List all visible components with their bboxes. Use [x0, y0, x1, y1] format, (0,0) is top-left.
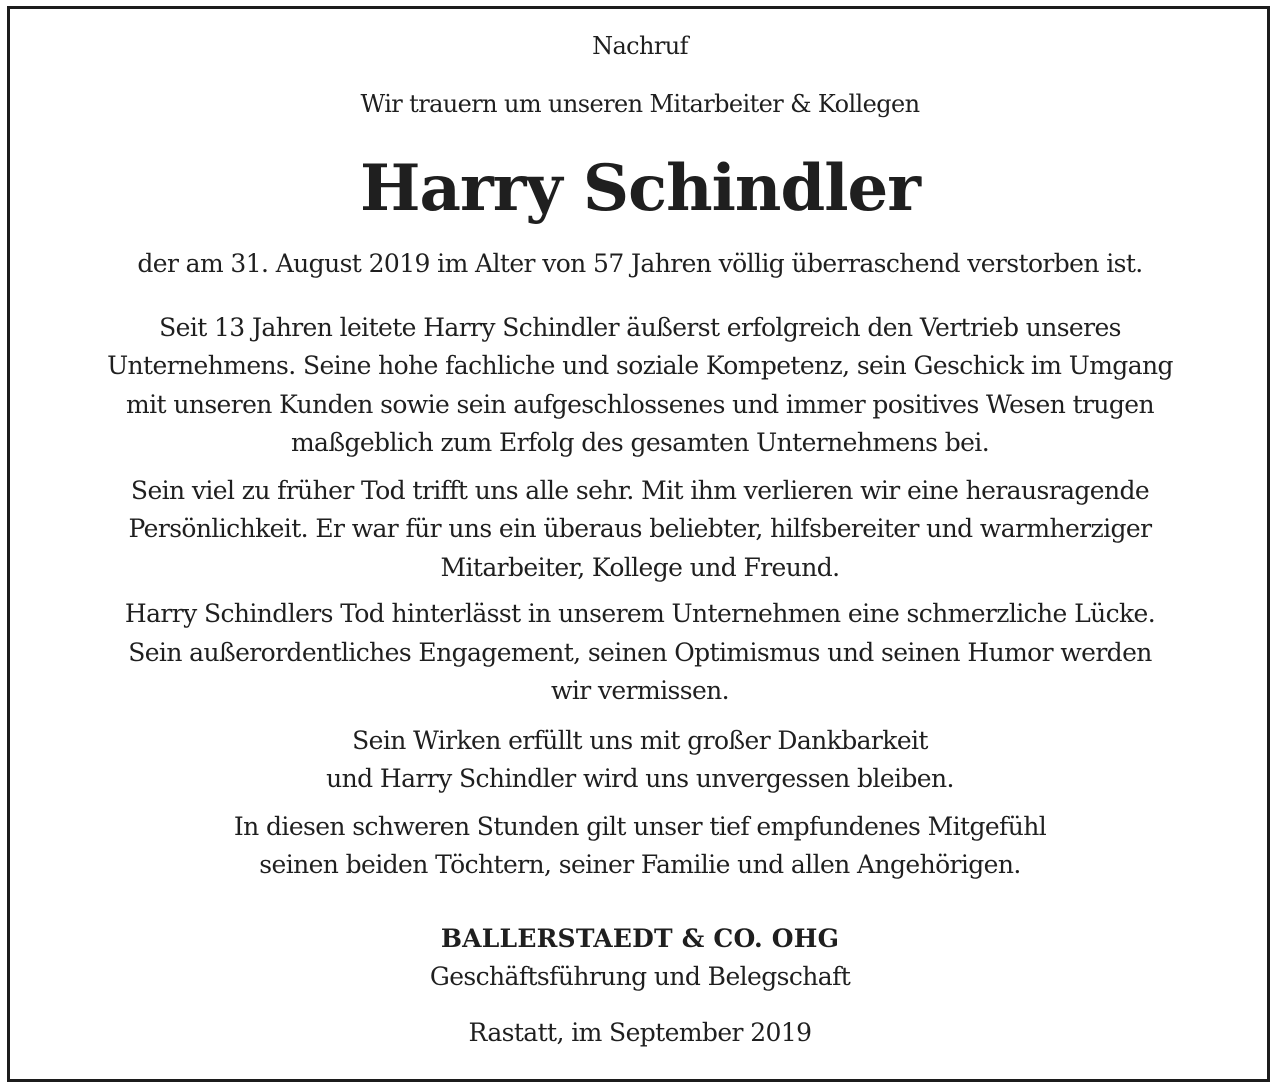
notice-subline: der am 31. August 2019 im Alter von 57 Jahren völlig überraschend verstorben ist. [137, 249, 1143, 278]
paragraph-3-line-1: Harry Schindlers Tod hinterlässt in unserem Unternehmen eine schmerzliche Lücke. [124, 599, 1156, 628]
paragraph-5-line-1: In diesen schweren Stunden gilt unser tief empfundenes Mitgefühl [233, 812, 1047, 841]
notice-intro: Wir trauern um unseren Mitarbeiter & Kollegen [360, 90, 920, 118]
paragraph-5-line-2: seinen beiden Töchtern, seiner Familie und allen Angehörigen. [259, 850, 1021, 879]
paragraph-4-line-1: Sein Wirken erfüllt uns mit großer Dankbarkeit [352, 726, 928, 755]
paragraph-2-line-2: Persönlichkeit. Er war für uns ein überaus beliebter, hilfsbereiter und warmherziger [128, 514, 1152, 543]
notice-header: Nachruf [592, 32, 688, 60]
paragraph-4-line-2: und Harry Schindler wird uns unvergessen bleiben. [326, 764, 954, 793]
company-name: BALLERSTAEDT & CO. OHG [440, 924, 840, 953]
paragraph-1-line-4: maßgeblich zum Erfolg des gesamten Unternehmens bei. [290, 428, 990, 457]
paragraph-1-line-1: Seit 13 Jahren leitete Harry Schindler äußerst erfolgreich den Vertrieb unseres [159, 313, 1121, 342]
paragraph-3-line-2: Sein außerordentliches Engagement, seinen Optimismus und seinen Humor werden [128, 638, 1152, 667]
paragraph-3-line-3: wir vermissen. [551, 676, 729, 705]
company-subline: Geschäftsführung und Belegschaft [429, 962, 851, 991]
paragraph-2-line-1: Sein viel zu früher Tod trifft uns alle sehr. Mit ihm verlieren wir eine herausragende [130, 476, 1150, 505]
paragraph-1-line-2: Unternehmens. Seine hohe fachliche und soziale Kompetenz, sein Geschick im Umgang [107, 351, 1173, 380]
paragraph-2-line-3: Mitarbeiter, Kollege und Freund. [440, 553, 840, 582]
paragraph-1-line-3: mit unseren Kunden sowie sein aufgeschlossenes und immer positives Wesen trugen [126, 390, 1154, 419]
place-and-date: Rastatt, im September 2019 [468, 1018, 812, 1047]
deceased-name: Harry Schindler [360, 151, 920, 226]
